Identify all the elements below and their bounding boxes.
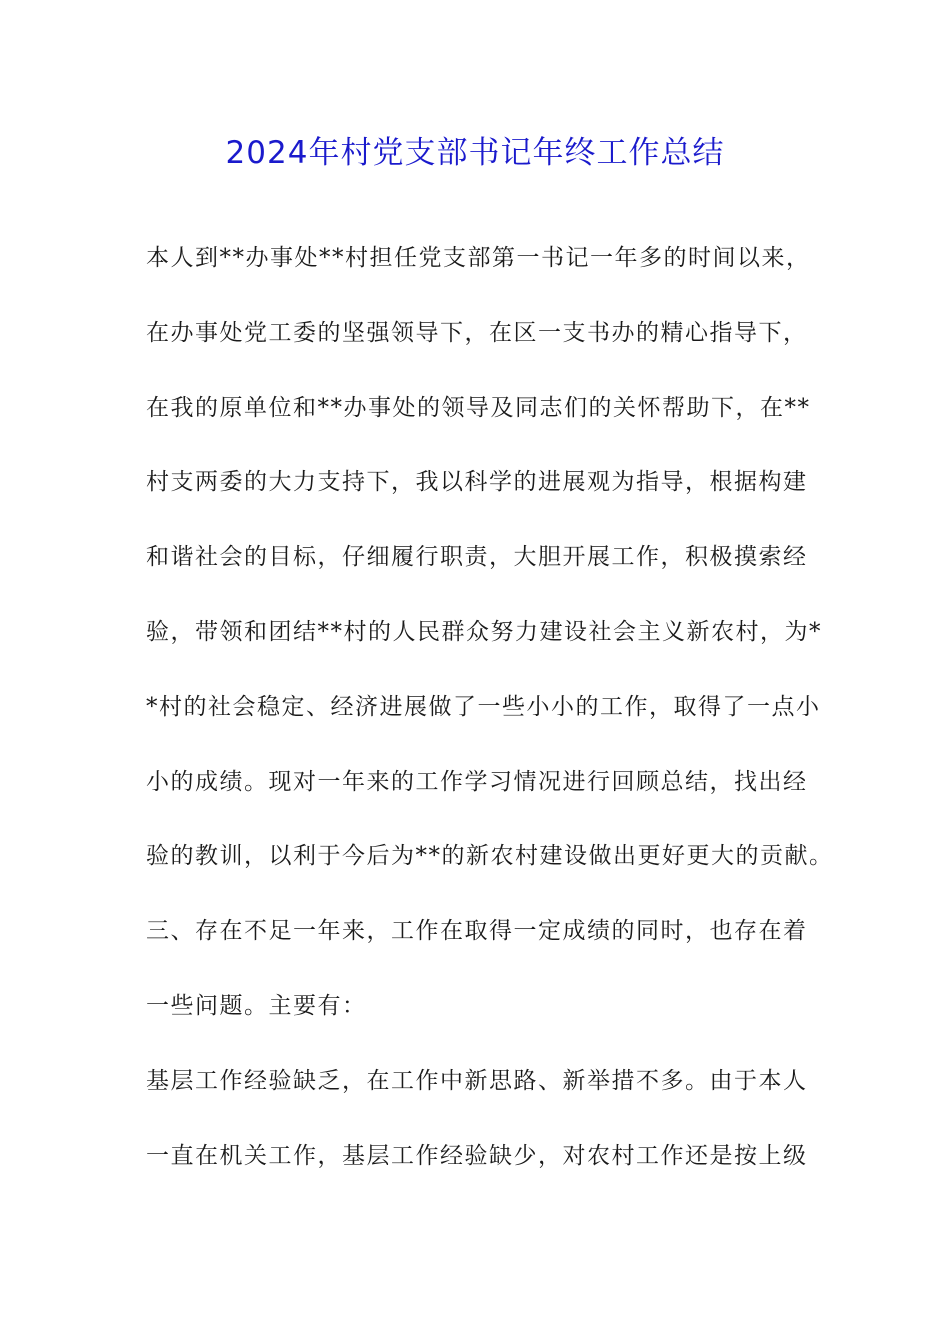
document-body: [146, 233, 834, 1205]
body-line: 小的成绩。现对一年来的工作学习情况进行回顾总结，找出经: [146, 768, 808, 795]
body-line: 村支两委的大力支持下，我以科学的进展观为指导，根据构建: [146, 469, 808, 496]
body-line: 三、存在不足一年来，工作在取得一定成绩的同时，也存在着: [146, 918, 808, 945]
body-line: 验的教训，以利于今后为**的新农村建设做出更好更大的贡献。: [146, 843, 834, 870]
body-line: 一些问题。主要有：: [146, 992, 367, 1019]
document-title: 2024年村党支部书记年终工作总结: [225, 135, 725, 171]
body-line: 在我的原单位和**办事处的领导及同志们的关怀帮助下，在**: [146, 394, 811, 421]
body-line: 一直在机关工作，基层工作经验缺少，对农村工作还是按上级: [146, 1142, 808, 1169]
body-line: *村的社会稳定、经济进展做了一些小小的工作，取得了一点小: [146, 693, 821, 720]
body-line: 本人到**办事处**村担任党支部第一书记一年多的时间以来，: [146, 245, 811, 271]
body-line: 和谐社会的目标，仔细履行职责，大胆开展工作，积极摸索经: [146, 544, 808, 571]
body-line: 验，带领和团结**村的人民群众努力建设社会主义新农村，为*: [146, 618, 822, 645]
body-line: 基层工作经验缺乏，在工作中新思路、新举措不多。由于本人: [146, 1067, 808, 1094]
body-line: 在办事处党工委的坚强领导下，在区一支书办的精心指导下，: [146, 319, 808, 346]
